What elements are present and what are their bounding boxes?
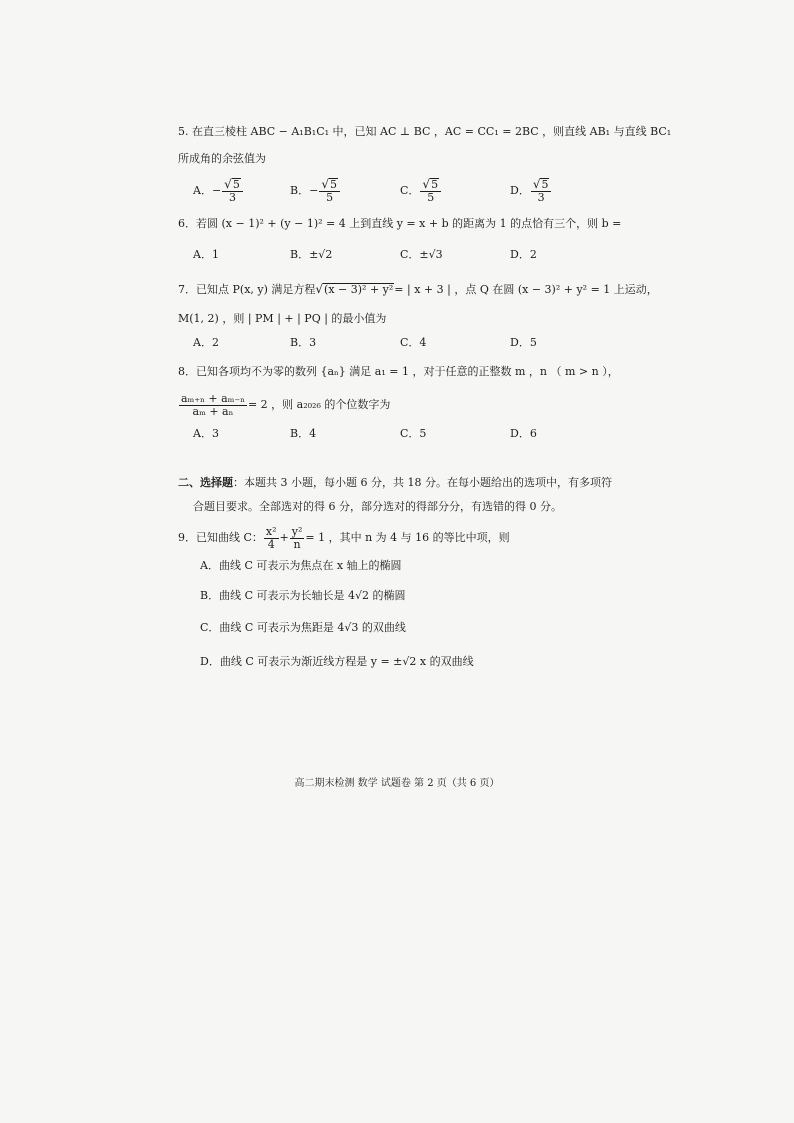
fraction: $\frac{√5}{5}$: [420, 178, 441, 204]
q6-option-d: [510, 247, 537, 263]
fraction: [290, 526, 305, 551]
numerator: aₘ₊ₙ + aₘ₋ₙ: [181, 391, 245, 405]
q7-option-d: [510, 335, 537, 351]
option-value: 2: [529, 248, 537, 261]
option-value: ±√2: [309, 248, 333, 261]
option-label: D．: [510, 248, 530, 261]
fraction: [179, 393, 247, 418]
q9-option-b: [200, 588, 406, 604]
option-label: B．: [290, 184, 310, 197]
q7-line1: [178, 281, 658, 298]
option-label: C．: [400, 336, 420, 349]
q5-option-a: [193, 178, 244, 204]
q5-prefix: 5. 在直三棱柱: [178, 125, 251, 138]
option-label: B．: [200, 589, 220, 602]
option-label: C．: [400, 248, 420, 261]
option-sign: −: [309, 184, 319, 197]
fraction: $\frac{√5}{3}$: [531, 178, 552, 204]
q7-text-b: = | x + 3 | ，点 Q 在圆 (x − 3)² + y² = 1 上运动，: [394, 283, 658, 296]
q9-suffix: = 1 ，其中 n 为 4 与 16 的等比中项，则: [305, 531, 510, 544]
denominator: 3: [229, 191, 236, 204]
q8-option-c: [400, 426, 426, 442]
q9-option-d: [200, 654, 474, 670]
q7-radicand: (x − 3)² + y²: [324, 283, 394, 296]
option-label: D．: [510, 336, 530, 349]
q8-option-b: [290, 426, 316, 442]
q5-option-b: [290, 178, 341, 204]
q5-option-d: [510, 178, 552, 204]
option-value: 5: [529, 336, 537, 349]
q8-text: = 2 ，则 a₂₀₂₆ 的个位数字为: [247, 398, 391, 411]
numerator: y²: [291, 524, 303, 538]
option-value: ±√3: [419, 248, 443, 261]
option-text: 曲线 C 可表示为焦点在 x 轴上的椭圆: [218, 559, 402, 572]
option-value: 1: [211, 248, 219, 261]
q6-option-a: [193, 247, 219, 263]
q9-option-c: [200, 620, 406, 636]
q8-line1: 8．已知各项均不为零的数列 {aₙ} 满足 a₁ = 1 ，对于任意的正整数 m ，n （ m > n ），: [178, 365, 619, 378]
option-value: 5: [419, 427, 427, 440]
page-footer: 高二期末检测 数学 试题卷 第 2 页（共 6 页）: [294, 778, 500, 789]
q8-option-a: [193, 426, 219, 442]
q5-text: ABC − A₁B₁C₁ 中，已知 AC ⊥ BC ，AC = CC₁ = 2BC ，则直线 AB₁ 与直线 BC₁: [250, 125, 672, 138]
q9-stem: [178, 524, 510, 552]
denominator: 3: [537, 191, 545, 204]
option-text: 曲线 C 可表示为渐近线方程是 y = ±√2 x 的双曲线: [219, 655, 474, 668]
option-value: 4: [309, 427, 317, 440]
q7-option-c: [400, 335, 426, 351]
sqrt-sign: √: [315, 282, 324, 296]
radicand: 5: [541, 178, 549, 191]
option-value: 3: [309, 336, 317, 349]
section-title: 二、选择题: [178, 476, 233, 489]
fraction: [264, 526, 279, 551]
q7-option-a: [193, 335, 219, 351]
radicand: 5: [431, 178, 439, 191]
option-label: B．: [290, 248, 310, 261]
option-label: B．: [290, 427, 310, 440]
q7-text-a: 7．已知点 P(x, y) 满足方程: [178, 283, 316, 296]
q6-text: 6．若圆 (x − 1)² + (y − 1)² = 4 上到直线 y = x + b 的距离为 1 的点恰有三个，则 b =: [178, 217, 622, 230]
option-value: 3: [211, 427, 219, 440]
option-value: 6: [529, 427, 537, 440]
q9-option-a: [200, 558, 402, 574]
denominator: 5: [427, 191, 435, 204]
option-label: A．: [193, 336, 212, 349]
option-label: D．: [510, 184, 530, 197]
fraction: $\frac{√5}{3}$: [222, 178, 243, 204]
q6-option-b: [290, 247, 332, 263]
denominator: n: [293, 537, 301, 551]
option-label: B．: [290, 336, 310, 349]
fraction: $\frac{√5}{5}$: [319, 178, 340, 204]
section2-line2: 合题目要求。全部选对的得 6 分，部分选对的得部分分，有选错的得 0 分。: [193, 500, 562, 513]
option-label: C．: [400, 184, 420, 197]
option-label: A．: [193, 184, 212, 197]
option-sign: −: [211, 184, 222, 197]
numerator: x²: [265, 524, 277, 538]
q5-option-c: [400, 178, 442, 204]
q7-line2: M(1, 2) ，则 | PM | + | PQ | 的最小值为: [178, 312, 387, 325]
option-label: C．: [200, 621, 220, 634]
option-label: D．: [510, 427, 530, 440]
denominator: 5: [326, 191, 334, 204]
q5-line2: 所成角的余弦值为: [178, 152, 266, 165]
q8-option-d: [510, 426, 537, 442]
section-instructions: ：本题共 3 小题，每小题 6 分，共 18 分。在每小题给出的选项中，有多项符: [233, 476, 612, 489]
plus-sign: +: [279, 531, 289, 544]
radicand: 5: [329, 178, 337, 191]
denominator: 4: [267, 537, 275, 551]
option-label: C．: [400, 427, 420, 440]
option-value: 2: [211, 336, 219, 349]
option-label: A．: [200, 559, 219, 572]
denominator: aₘ + aₙ: [192, 404, 234, 418]
q6-option-c: [400, 247, 443, 263]
q8-line2: [178, 391, 390, 419]
option-text: 曲线 C 可表示为焦距是 4√3 的双曲线: [219, 621, 406, 634]
option-label: A．: [193, 248, 212, 261]
option-value: 4: [419, 336, 427, 349]
q9-prefix: 9．已知曲线 C：: [178, 531, 263, 544]
radicand: 5: [232, 178, 240, 191]
q5-line1: [178, 124, 671, 140]
option-label: A．: [193, 427, 212, 440]
option-text: 曲线 C 可表示为长轴长是 4√2 的椭圆: [219, 589, 406, 602]
section2-heading: [178, 475, 612, 491]
option-label: D．: [200, 655, 220, 668]
q7-option-b: [290, 335, 316, 351]
